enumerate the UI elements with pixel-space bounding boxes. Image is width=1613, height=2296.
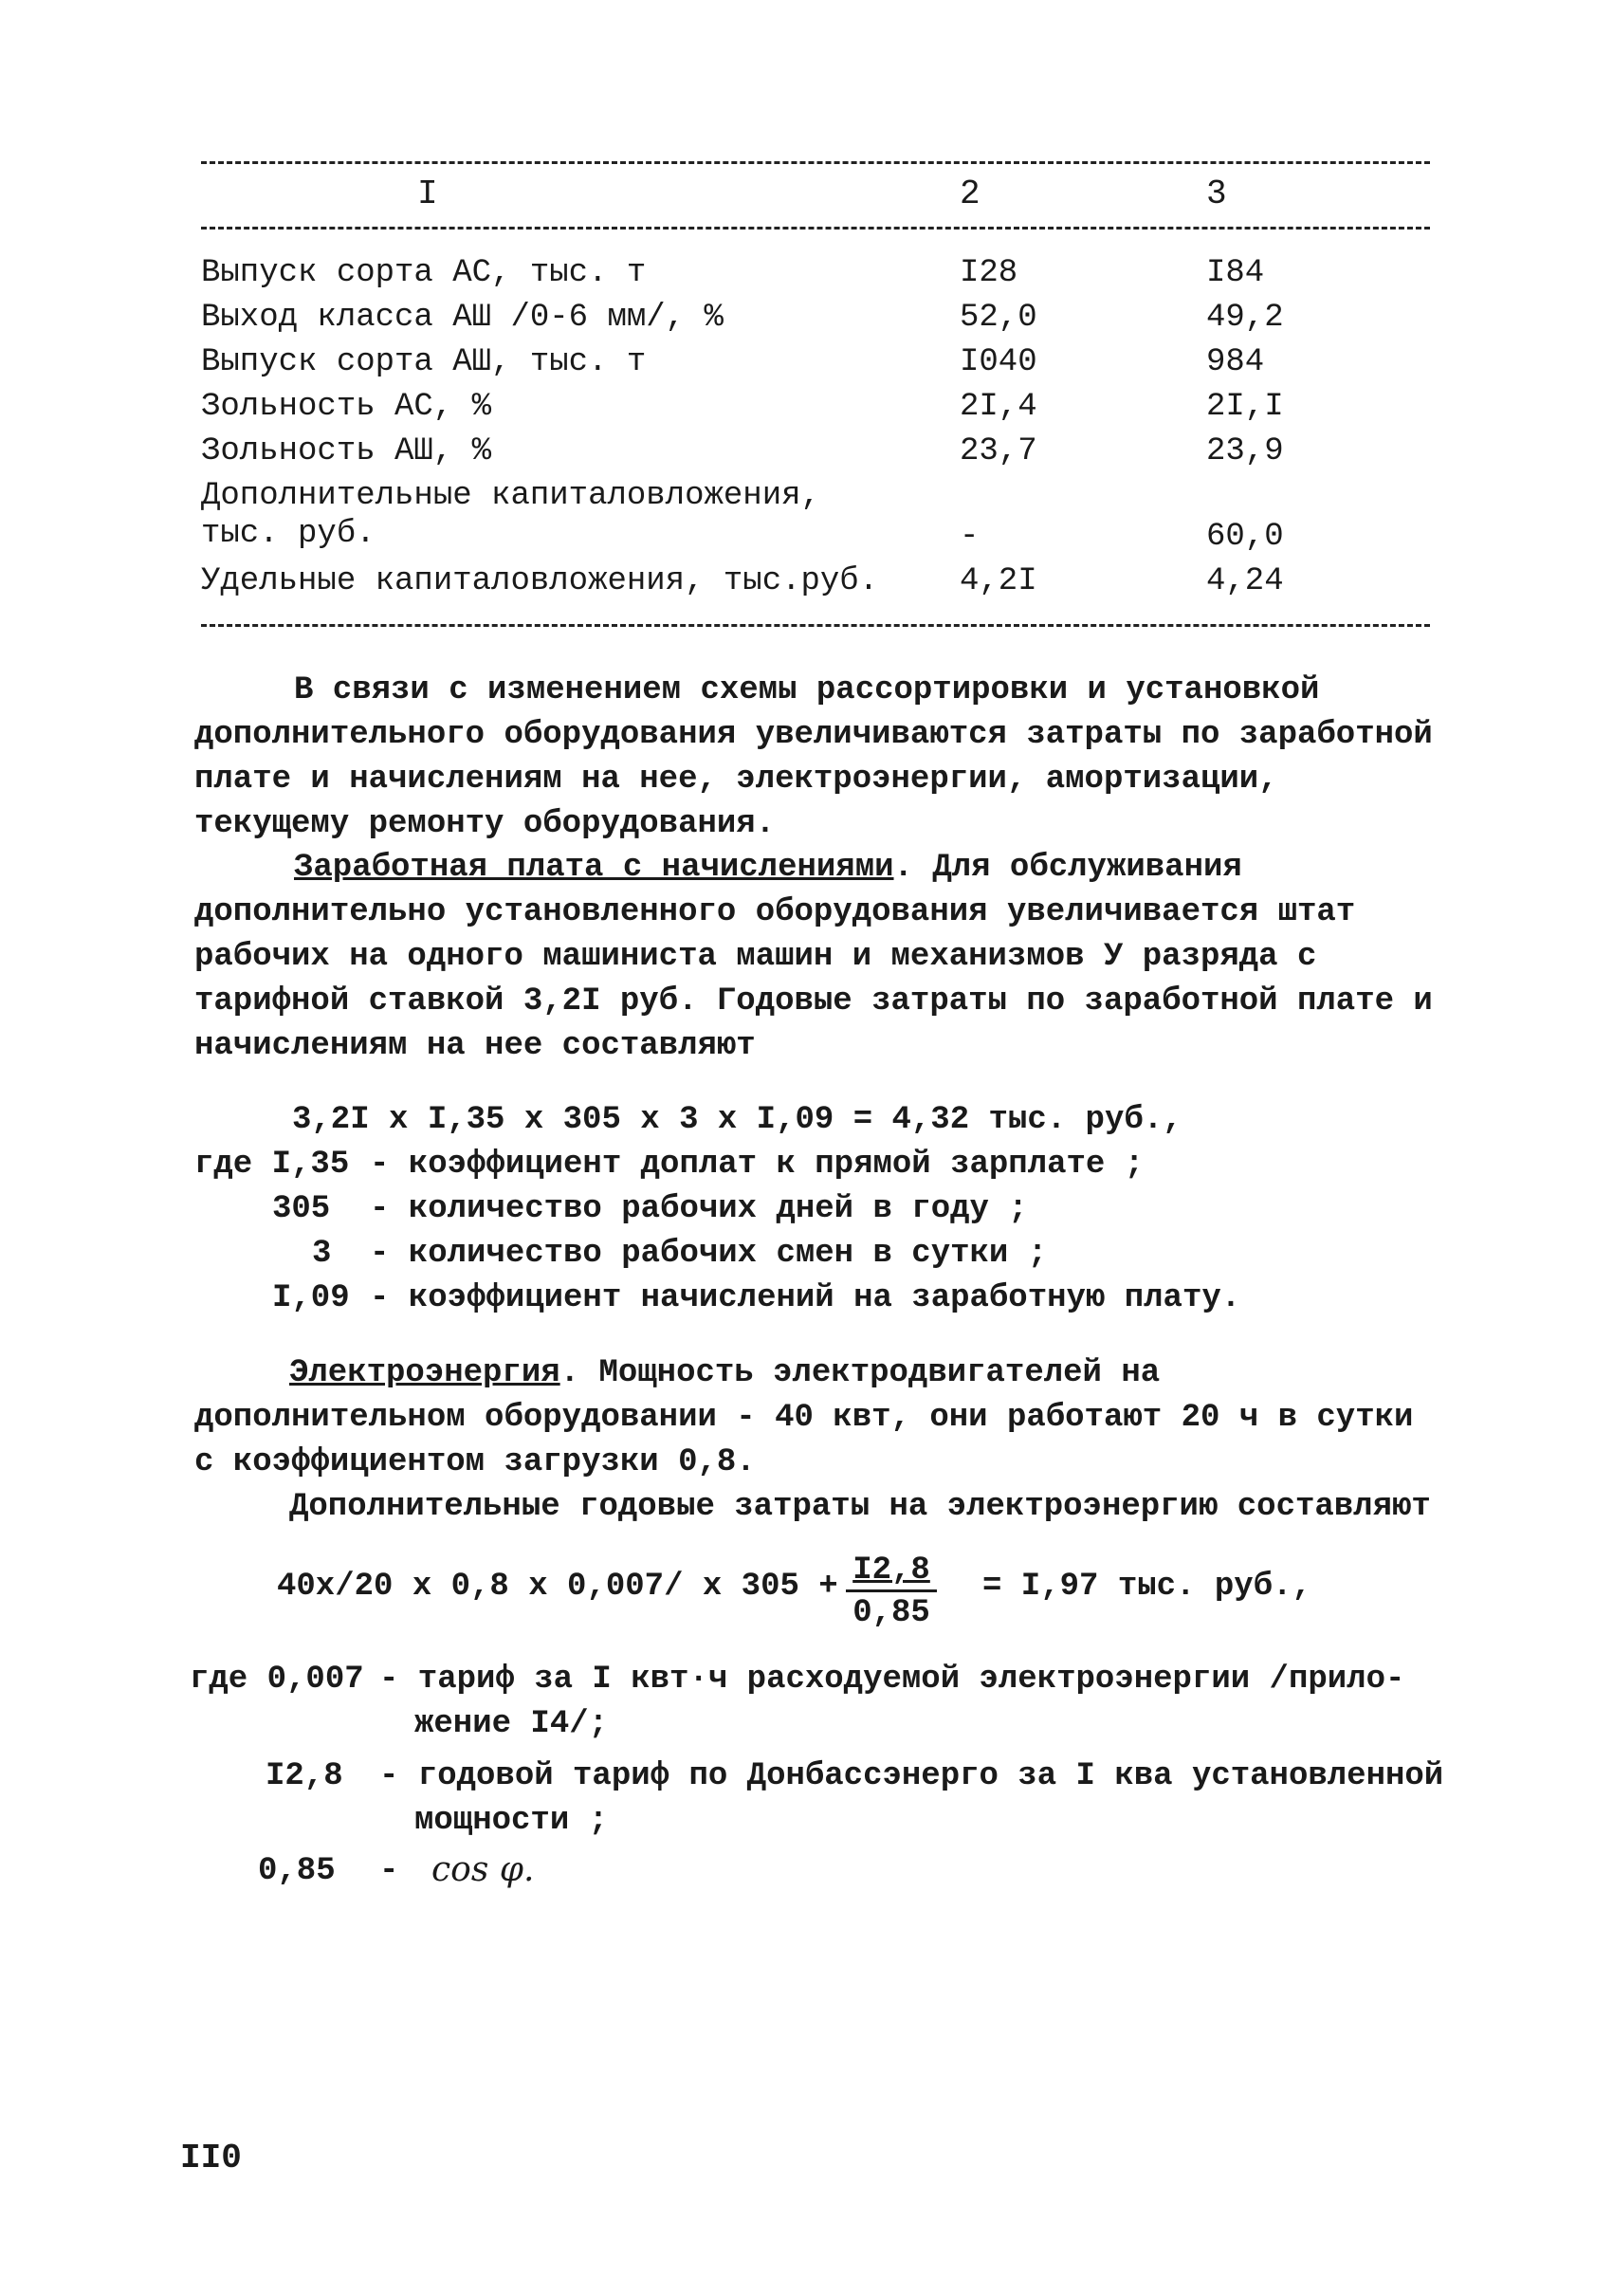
row-value-col2: 23,7 — [960, 433, 1037, 469]
where-key: 0,85 — [258, 1853, 336, 1889]
where-text: - — [379, 1853, 399, 1889]
row-value-col2: 4,2I — [960, 563, 1037, 599]
where-text: - годовой тариф по Донбассэнерго за I ква установленной — [379, 1758, 1444, 1794]
row-value-col3: I84 — [1206, 255, 1265, 291]
section-heading-salary: Заработная плата с начислениями — [294, 850, 894, 886]
row-label: Зольность АС, % — [201, 389, 492, 425]
row-label: Дополнительные капиталовложения, тыс. руб. — [201, 478, 820, 552]
row-value-col2: 52,0 — [960, 300, 1037, 336]
where-key: где 0,007 — [190, 1662, 364, 1698]
row-label: Удельные капиталовложения, тыс.руб. — [201, 563, 879, 599]
row-value-col3: 49,2 — [1206, 300, 1284, 336]
where-key: I,09 — [272, 1280, 350, 1316]
table-header-rule — [201, 227, 1430, 230]
where-key: I2,8 — [266, 1758, 343, 1794]
paragraph-energy — [194, 1351, 1437, 1485]
row-value-col2: - — [960, 519, 980, 555]
where-text: - коэффициент начислений на заработную плату. — [370, 1280, 1241, 1316]
row-label: Выпуск сорта АС, тыс. т — [201, 255, 647, 291]
paragraph-salary-text: . Для обслуживания дополнительно установленного оборудования увеличивается штат рабочих на одного машиниста машин и механизмов У разряда с тарифной ставкой 3,2I руб. Годовые затраты по заработной плате и начислениям на нее составляют — [194, 850, 1433, 1064]
where-key: где I,35 — [194, 1147, 350, 1183]
row-label: Выход класса АШ /0-6 мм/, % — [201, 300, 724, 336]
fraction-denominator: 0,85 — [852, 1595, 930, 1631]
where-text-cont: жение I4/; — [414, 1706, 609, 1742]
row-value-col3: 4,24 — [1206, 563, 1284, 599]
header-col-2: 2 — [960, 174, 981, 213]
section-heading-energy: Электроэнергия — [289, 1355, 560, 1391]
header-col-3: 3 — [1206, 174, 1227, 213]
formula-energy-right: = I,97 тыс. руб., — [982, 1569, 1311, 1605]
where-text-cont: мощности ; — [414, 1803, 609, 1839]
row-value-col3: 60,0 — [1206, 519, 1284, 555]
paragraph-energy-text: . Мощность электродвигателей на дополнительном оборудовании - 40 квт, они работают 20 ч в сутки с коэффициентом загрузки 0,8. — [194, 1355, 1414, 1480]
page-number: II0 — [180, 2139, 242, 2177]
handwritten-cos-phi: cos φ. — [431, 1850, 535, 1889]
header-col-1: I — [417, 174, 438, 213]
formula-salary: 3,2I x I,35 x 305 x 3 x I,09 = 4,32 тыс. руб., — [292, 1102, 1182, 1138]
row-value-col3: 2I,I — [1206, 389, 1284, 425]
row-value-col2: I040 — [960, 344, 1037, 380]
row-label: Выпуск сорта АШ, тыс. т — [201, 344, 647, 380]
row-value-col3: 984 — [1206, 344, 1265, 380]
where-key: 3 — [312, 1236, 332, 1272]
paragraph-energy-costs: Дополнительные годовые затраты на электроэнергию составляют — [289, 1489, 1431, 1525]
paragraph-salary — [194, 846, 1437, 1069]
formula-energy-left: 40x/20 x 0,8 x 0,007/ x 305 + — [277, 1569, 838, 1605]
row-value-col3: 23,9 — [1206, 433, 1284, 469]
row-value-col2: 2I,4 — [960, 389, 1037, 425]
formula-energy-fraction — [846, 1552, 937, 1634]
where-key: 305 — [272, 1191, 331, 1227]
where-text: - количество рабочих смен в сутки ; — [370, 1236, 1048, 1272]
row-label: Зольность АШ, % — [201, 433, 492, 469]
paragraph-intro: В связи с изменением схемы рассортировки и установкой дополнительного оборудования увеличиваются затраты по заработной плате и начислениям на нее, электроэнергии, амортизации, текущему ремонту оборудования. — [194, 672, 1433, 842]
fraction-numerator: I2,8 — [846, 1552, 937, 1592]
where-text: - количество рабочих дней в году ; — [370, 1191, 1028, 1227]
table-bottom-rule — [201, 624, 1430, 627]
table-top-rule — [201, 161, 1430, 164]
row-value-col2: I28 — [960, 255, 1018, 291]
where-text: - коэффициент доплат к прямой зарплате ; — [370, 1147, 1145, 1183]
table-header — [201, 174, 1430, 220]
where-text: - тариф за I квт·ч расходуемой электроэнергии /прило- — [379, 1662, 1405, 1698]
